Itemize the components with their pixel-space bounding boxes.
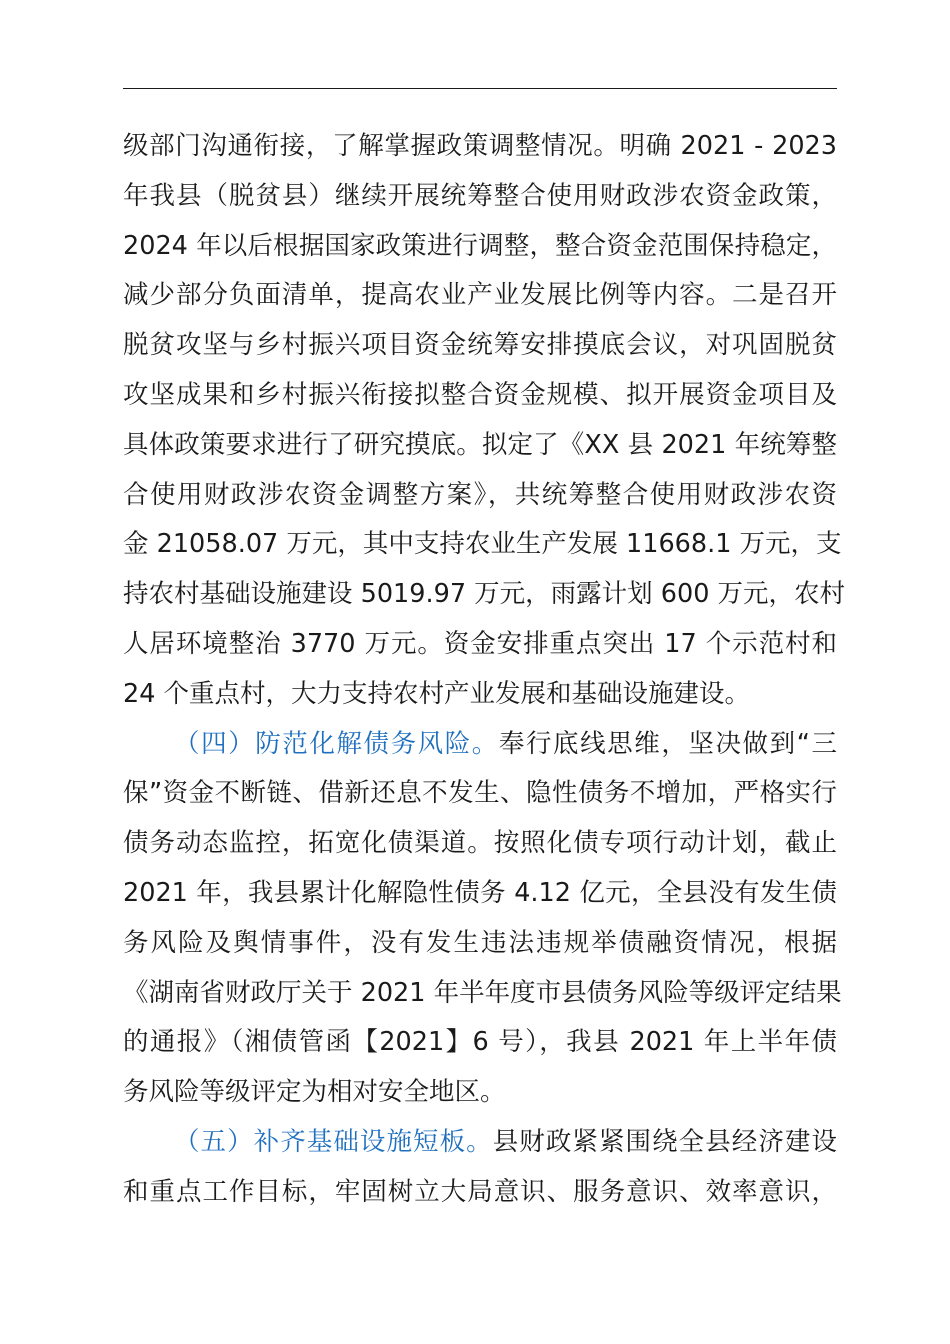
text-line: 脱贫攻坚与乡村振兴项目资金统筹安排摸底会议，对巩固脱贫 <box>123 330 837 361</box>
text-line: 持农村基础设施建设 5019.97 万元，雨露计划 600 万元，农村 <box>123 579 846 610</box>
text-line: 的通报》（湘债管函【2021】6 号），我县 2021 年上半年债 <box>123 1027 837 1058</box>
text-line: 债务动态监控，拓宽化债渠道。按照化债专项行动计划，截止 <box>123 828 837 859</box>
text-line: 和重点工作目标，牢固树立大局意识、服务意识、效率意识， <box>123 1176 837 1207</box>
text-line-rest: 奉行底线思维，坚决做到“三 <box>498 728 837 759</box>
paragraph-infrastructure <box>123 1118 837 1218</box>
text-line: 保”资金不断链、借新还息不发生、隐性债务不增加，严格实行 <box>123 778 837 809</box>
document-body <box>123 122 846 1218</box>
text-line: 具体政策要求进行了研究摸底。拟定了《XX 县 2021 年统筹整 <box>123 429 837 460</box>
text-line: 务风险及舆情事件，没有发生违法违规举债融资情况，根据 <box>123 927 837 958</box>
text-line: 年我县（脱贫县）继续开展统筹整合使用财政涉农资金政策， <box>123 180 837 211</box>
text-line: 24 个重点村，大力支持农村产业发展和基础设施建设。 <box>123 678 751 709</box>
text-line: 2021 年，我县累计化解隐性债务 4.12 亿元，全县没有发生债 <box>123 877 837 908</box>
section-heading-debt-risk: （四）防范化解债务风险。 <box>174 728 499 759</box>
text-line: 务风险等级评定为相对安全地区。 <box>123 1077 506 1108</box>
text-line: 金 21058.07 万元，其中支持农业生产发展 11668.1 万元，支 <box>123 529 842 560</box>
paragraph-debt-risk <box>123 720 842 1118</box>
text-line-rest: 县财政紧紧围绕全县经济建设 <box>492 1126 837 1157</box>
text-line: 2024 年以后根据国家政策进行调整，整合资金范围保持稳定， <box>123 230 837 261</box>
text-line: 合使用财政涉农资金调整方案》，共统筹整合使用财政涉农资 <box>123 479 837 510</box>
paragraph-funds-integration <box>123 122 846 720</box>
text-line: 《湖南省财政厅关于 2021 年半年度市县债务风险等级评定结果 <box>123 977 842 1008</box>
header-rule <box>123 88 837 89</box>
section-heading-infrastructure: （五）补齐基础设施短板。 <box>174 1126 493 1157</box>
text-line: 级部门沟通衔接，了解掌握政策调整情况。明确 2021 - 2023 <box>123 131 837 161</box>
text-line: 人居环境整治 3770 万元。资金安排重点突出 17 个示范村和 <box>123 628 837 659</box>
text-line <box>123 720 837 770</box>
text-line <box>123 1118 837 1168</box>
text-line: 攻坚成果和乡村振兴衔接拟整合资金规模、拟开展资金项目及 <box>123 379 837 410</box>
text-line: 减少部分负面清单，提高农业产业发展比例等内容。二是召开 <box>123 280 837 311</box>
